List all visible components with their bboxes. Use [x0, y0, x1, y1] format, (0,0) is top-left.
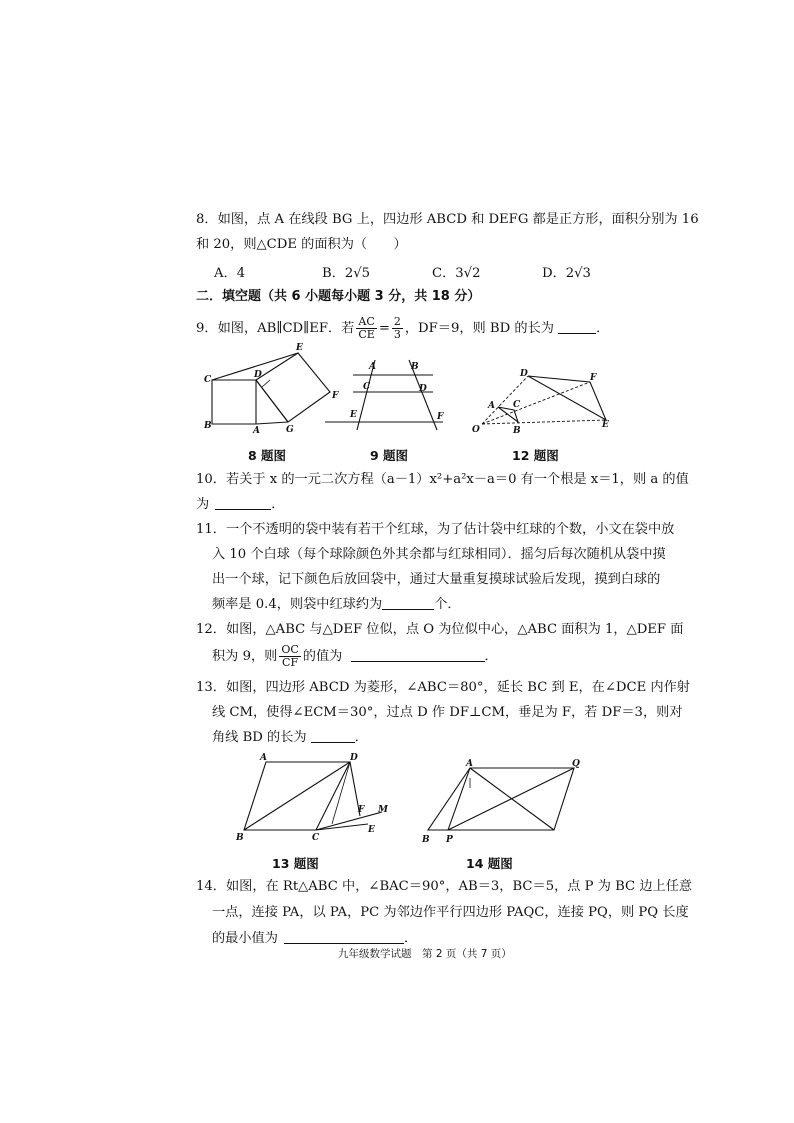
- q9-text-pre: 9．如图，AB∥CD∥EF．若: [196, 321, 355, 336]
- fig9-label-a: A: [369, 362, 376, 372]
- q11-line2: 入 10 个白球（每个球除颜色外其余都与红球相同）．摇匀后每次随机从袋中摸: [212, 547, 666, 562]
- fig13-label-a: A: [260, 753, 267, 763]
- fig12-label-d: D: [520, 369, 528, 379]
- q9-text-post: ，DF＝9，则 BD 的长为: [404, 321, 554, 336]
- figure-12: [470, 362, 620, 437]
- q8-choice-a: A．4: [214, 266, 246, 281]
- fig14-label-a: A: [466, 759, 473, 769]
- q13-line1: 13．如图，四边形 ABCD 为菱形，∠ABC＝80°，延长 BC 到 E，在∠DCE 内作射: [196, 680, 690, 695]
- fig12-label-c: C: [513, 400, 521, 410]
- q8-choice-b: B．2√5: [322, 266, 371, 281]
- fig9-label-e: E: [350, 410, 357, 420]
- fig13-label-e: E: [368, 825, 375, 835]
- fig9-label-d: D: [419, 384, 427, 394]
- fig13-label-c: C: [312, 833, 320, 843]
- q13-line3: 角线 BD 的长为 ．: [212, 730, 368, 745]
- fig13-caption: 13 题图: [272, 856, 319, 871]
- fig14-label-q: Q: [572, 759, 580, 769]
- figure-9: [325, 355, 455, 435]
- q12-answer-blank[interactable]: [351, 648, 485, 662]
- fig9-label-c: C: [363, 382, 371, 392]
- fig14-caption: 14 题图: [466, 856, 513, 871]
- q12-line1: 12．如图，△ABC 与△DEF 位似，点 O 为位似中心，△ABC 面积为 1，△DEF 面: [196, 622, 684, 637]
- figure-14: [418, 758, 588, 850]
- q14-line1: 14．如图，在 Rt△ABC 中，∠BAC＝90°，AB＝3，BC＝5，点 P 为 BC 边上任意: [196, 879, 693, 894]
- q10-line1: 10．若关于 x 的一元二次方程（a－1）x²+a²x－a＝0 有一个根是 x＝1，则 a 的值: [196, 472, 689, 487]
- fig8-label-a: A: [253, 426, 260, 436]
- q9-fraction: $\frac{AC}{CE}$: [358, 315, 375, 341]
- fig12-label-b: B: [513, 426, 521, 436]
- q14-answer-blank[interactable]: [284, 930, 404, 944]
- q11-answer-blank[interactable]: [382, 596, 434, 610]
- section2-heading: 二．填空题（共 6 小题每小题 3 分，共 18 分）: [196, 289, 481, 304]
- q12-line2: 积为 9，则 $\frac{OC}{CF}$ 的值为 ．: [212, 643, 498, 669]
- q12-fraction: $\frac{OC}{CF}$: [281, 643, 299, 669]
- fig8-label-f: F: [332, 391, 339, 401]
- q8-choice-d: D．2√3: [542, 266, 591, 281]
- page-footer: 九年级数学试题 第 2 页（共 7 页）: [338, 948, 512, 960]
- q14-line2: 一点，连接 PA，以 PA，PC 为邻边作平行四边形 PAQC，连接 PQ，则 PQ 长度: [212, 905, 689, 920]
- q14-line3: 的最小值为 ．: [212, 931, 418, 946]
- fig8-label-b: B: [204, 421, 212, 431]
- fig9-label-b: B: [411, 362, 419, 372]
- fig9-caption: 9 题图: [370, 448, 409, 463]
- q11-line3: 出一个球，记下颜色后放回袋中，通过大量重复摸球试验后发现，摸到白球的: [212, 572, 661, 587]
- fig12-label-a: A: [488, 401, 495, 411]
- q9-answer-blank[interactable]: [558, 320, 596, 334]
- q11-line4: 频率是 0.4，则袋中红球约为 个．: [212, 597, 461, 612]
- fig8-label-d: D: [254, 370, 262, 380]
- figure-13: [232, 752, 392, 844]
- fig13-label-m: M: [378, 805, 388, 815]
- q9-fraction-value: $\frac{2}{3}$: [393, 315, 401, 341]
- fig8-label-g: G: [286, 425, 294, 435]
- q8-line2: 和 20，则△CDE 的面积为（ ）: [196, 237, 407, 252]
- fig8-caption: 8 题图: [248, 448, 287, 463]
- fig8-label-c: C: [204, 375, 212, 385]
- fig13-label-b: B: [236, 833, 244, 843]
- fig13-label-d: D: [350, 753, 358, 763]
- fig14-label-b: B: [422, 835, 430, 845]
- fig12-caption: 12 题图: [512, 448, 559, 463]
- q13-line2: 线 CM，使得∠ECM＝30°，过点 D 作 DF⊥CM，垂足为 F，若 DF＝3，则对: [212, 705, 683, 720]
- fig9-label-f: F: [437, 412, 444, 422]
- q9-line: 9．如图，AB∥CD∥EF．若 $\frac{AC}{CE}$ = $\frac{2}{3}$ ，DF＝9，则 BD 的长为 ．: [196, 315, 610, 341]
- q8-line1: 8．如图，点 A 在线段 BG 上，四边形 ABCD 和 DEFG 都是正方形，面积分别为 16: [196, 212, 699, 227]
- fig12-label-e: E: [602, 420, 609, 430]
- fig14-label-p: P: [446, 835, 453, 845]
- q11-line1: 11．一个不透明的袋中装有若干个红球，为了估计袋中红球的个数，小文在袋中放: [196, 522, 675, 537]
- fig12-label-f: F: [590, 373, 597, 383]
- fig12-label-o: O: [472, 425, 480, 435]
- fig8-label-e: E: [296, 343, 303, 353]
- q8-choice-c: C．3√2: [432, 266, 481, 281]
- fig13-label-f: F: [358, 805, 365, 815]
- q13-answer-blank[interactable]: [311, 729, 355, 743]
- q10-line2: 为 ．: [196, 497, 285, 512]
- q10-answer-blank[interactable]: [215, 496, 271, 510]
